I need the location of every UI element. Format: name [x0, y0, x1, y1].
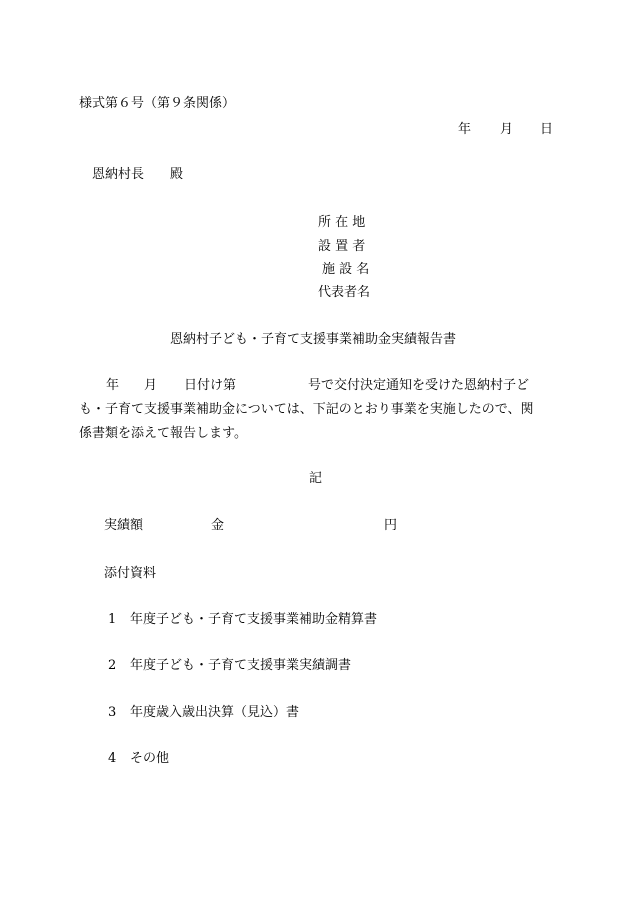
addressee-honorific: 殿	[170, 167, 184, 182]
date-month: 月	[500, 122, 514, 137]
body-line2: も・子育て支援事業補助金については、下記のとおり事業を実施したので、関	[79, 402, 534, 417]
attachment-text: 年度子ども・子育て支援事業補助金精算書	[130, 612, 378, 627]
body-dated: 日付け第	[184, 378, 237, 393]
amount-kin: 金	[211, 518, 225, 533]
address-label: 所 在 地	[318, 215, 366, 230]
installer-label: 設 置 者	[318, 239, 366, 254]
body-line1-rest: 号で交付決定通知を受けた恩納村子ど	[308, 378, 530, 393]
attachment-number: 1	[108, 612, 117, 627]
attachment-text: 年度歳入歳出決算（見込）書	[130, 705, 300, 720]
representative-label: 代表者名	[318, 285, 371, 300]
attachment-text: その他	[130, 751, 170, 766]
body-year: 年	[106, 378, 120, 393]
date-day: 日	[540, 122, 554, 137]
amount-label: 実績額	[104, 518, 144, 533]
form-number: 様式第６号（第９条関係）	[79, 96, 236, 111]
attachment-number: 2	[108, 658, 117, 673]
addressee-name: 恩納村長	[92, 167, 145, 182]
body-month: 月	[144, 378, 158, 393]
attachments-heading: 添付資料	[104, 566, 157, 581]
ki-heading: 記	[309, 471, 323, 486]
body-line3: 係書類を添えて報告します。	[79, 426, 247, 441]
date-year: 年	[458, 122, 472, 137]
amount-yen: 円	[384, 518, 398, 533]
attachment-text: 年度子ども・子育て支援事業実績調書	[130, 658, 352, 673]
attachment-number: 3	[108, 705, 117, 720]
facility-label: 施 設 名	[322, 262, 370, 277]
document-title: 恩納村子ども・子育て支援事業補助金実績報告書	[170, 332, 457, 347]
attachment-number: 4	[108, 751, 117, 766]
